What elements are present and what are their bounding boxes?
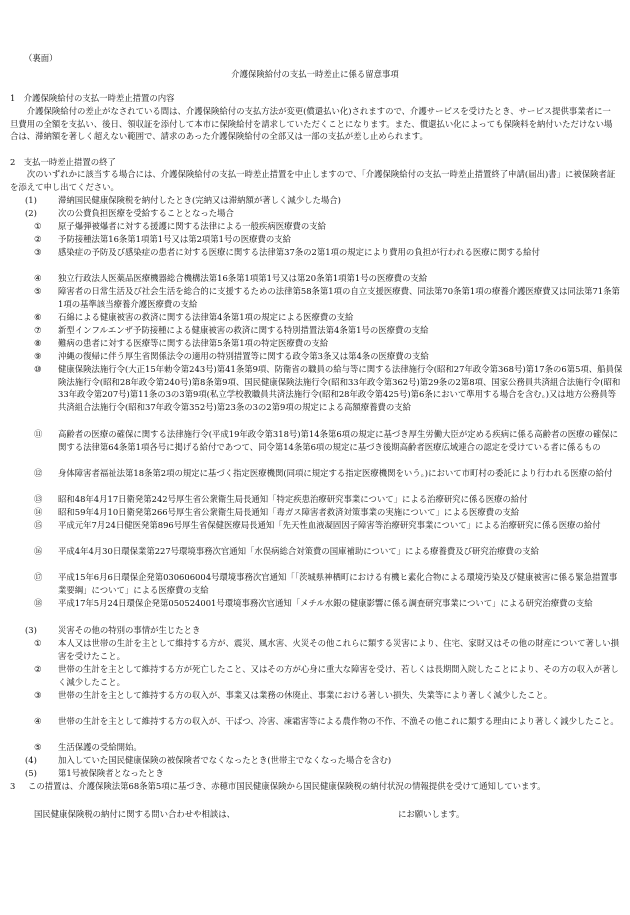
subsidy-text: 独立行政法人医薬品医療機器総合機構法第16条第1項第1号又は第20条第1項第1号の医療費の支給 bbox=[58, 273, 428, 283]
page-title: 介護保険給付の支払一時差止に係る留意事項 bbox=[231, 69, 399, 79]
subsidy-text: 障害者の日常生活及び社会生活を総合的に支援するための法律第58条第1項の自立支援医療費、同法第70条第1項の療養介護医療費又は同法第71条第1項の基準該当療養介護医療費の支給 bbox=[58, 286, 620, 309]
disaster-number: ① bbox=[34, 638, 42, 648]
subsidy-number: ⑯ bbox=[34, 546, 43, 556]
footer-inquiry-left: 国民健康保険税の納付に関する問い合わせや相談は、 bbox=[34, 809, 235, 819]
subsidy-number: ⑧ bbox=[34, 338, 42, 348]
subsidy-number: ⑨ bbox=[34, 351, 42, 361]
subsidy-number: ⑤ bbox=[34, 286, 42, 296]
header-tag: （裏面） bbox=[24, 53, 58, 63]
section-1-heading: 1 介護保険給付の支払一時差止措置の内容 bbox=[10, 93, 175, 103]
subsidy-text: 石綿による健康被害の救済に関する法律第4条第1項の規定による医療費の支給 bbox=[58, 312, 354, 322]
subsidy-text: 平成4年4月30日環保業第227号環境事務次官通知「水俣病総合対策費の国庫補助について」による療養費及び研究治療費の支給 bbox=[58, 546, 540, 556]
subsidy-text: 難病の患者に対する医療等に関する法律第5条第1項の特定医療費の支給 bbox=[58, 338, 329, 348]
item-2-number: (2) bbox=[25, 208, 37, 218]
subsidy-number: ③ bbox=[34, 247, 42, 257]
subsidy-text: 昭和59年4月10日衛発第266号厚生省公衆衛生局長通知「毒ガス障害者救済対策事業の実施について」による医療費の支給 bbox=[58, 507, 520, 517]
subsidy-number: ⑥ bbox=[34, 312, 42, 322]
subsidy-text: 予防接種法第16条第1項第1号又は第2項第1号の医療費の支給 bbox=[58, 234, 291, 244]
subsidy-text: 感染症の予防及び感染症の患者に対する医療に関する法律第37条の2第1項の規定により費用の負担が行われる医療に関する給付 bbox=[58, 247, 540, 257]
subsidy-number: ⑱ bbox=[34, 598, 43, 608]
subsidy-text: 平成17年5月24日環保企発第050524001号環境事務次官通知「メチル水銀の健康影響に係る調査研究事業について」による研究治療費の支給 bbox=[58, 598, 593, 608]
item-2-text: 次の公費負担医療を受給することとなった場合 bbox=[58, 208, 234, 218]
disaster-text: 生活保護の受給開始。 bbox=[58, 742, 142, 752]
footer-inquiry-right: にお願いします。 bbox=[398, 809, 465, 819]
subsidy-text: 平成15年6月6日環保企発第030606004号環境事務次官通知「「茨城県神栖町における有機ヒ素化合物による環境汚染及び健康被害に係る緊急措置事業要綱」について」による医療費の支給 bbox=[58, 572, 618, 595]
section-3-text: この措置は、介護保険法第68条第5項に基づき、赤穂市国民健康保険から国民健康保険税の納付状況の情報提供を受けて通知しています。 bbox=[28, 781, 546, 791]
subsidy-text: 新型インフルエンザ予防接種による健康被害の救済に関する特別措置法第4条第1号の医療費の支給 bbox=[58, 325, 429, 335]
item-5-number: (5) bbox=[25, 768, 37, 778]
subsidy-number: ⑫ bbox=[34, 468, 43, 478]
disaster-number: ④ bbox=[34, 716, 42, 726]
disaster-text: 本人又は世帯の生計を主として維持する方が、震災、風水害、火災その他これらに類する災害により、住宅、家財又はその他の財産について著しい損害を受けたこと。 bbox=[58, 638, 619, 661]
item-1-number: (1) bbox=[25, 195, 37, 205]
item-3-text: 災害その他の特別の事情が生じたとき bbox=[58, 625, 201, 635]
item-4-text: 加入していた国民健康保険の被保険者でなくなったとき(世帯主でなくなった場合を含む) bbox=[58, 755, 392, 765]
subsidy-number: ① bbox=[34, 221, 42, 231]
subsidy-text: 原子爆弾被爆者に対する援護に関する法律による一般疾病医療費の支給 bbox=[58, 221, 326, 231]
section-2-body: 次のいずれかに該当する場合には、介護保険給付の支払一時差止措置を中止しますので、「介護保険給付の支払一時差止措置終了申請(届出)書」に被保険者証を添えて申し出てください。 bbox=[10, 169, 616, 192]
subsidy-number: ⑩ bbox=[34, 364, 42, 374]
subsidy-number: ② bbox=[34, 234, 42, 244]
subsidy-number: ⑭ bbox=[34, 507, 43, 517]
subsidy-number: ⑪ bbox=[34, 429, 43, 439]
disaster-number: ② bbox=[34, 664, 42, 674]
item-3-number: (3) bbox=[25, 625, 37, 635]
disaster-text: 世帯の生計を主として維持する方が死亡したこと、又はその方が心身に重大な障害を受け、若しくは長期間入院したことにより、その方の収入が著しく減少したこと。 bbox=[58, 664, 619, 687]
item-1-text: 滞納国民健康保険税を納付したとき(完納又は滞納額が著しく減少した場合) bbox=[58, 195, 341, 205]
item-5-text: 第1号被保険者となったとき bbox=[58, 768, 164, 778]
subsidy-text: 健康保険法施行令(大正15年勅令第243号)第41条第9項、防衛省の職員の給与等に関する法律施行令(昭和27年政令第368号)第17条の6第5項、船員保険法施行令(昭和28年政令第240号)第8条第9項、国民健康保険法施行令(昭和33年政令第362号)第29条の2第8項、国家公務員共済組合法施行令(昭和33年政令第207号)第11条の3の3第9項(私立学校教職員共済法施行令(昭和28年政令第425号)第6条において準用する場合を含む。)又は地方公務員等共済組合法施行令(昭和37年政令第352号)第23条の3の2第9項の規定による高額療養費の支給 bbox=[58, 364, 623, 413]
section-1-body: 介護保険給付の差止がなされている間は、介護保険給付の支払方法が変更(償還払い化)されますので、介護サービスを受けたとき、サービス提供事業者に一旦費用の全額を支払い、後日、領収証を添付して本市に保険給付を請求していただくことになります。また、償還払い化によっても保険料を納付いただけない場合は、滞納額を著しく超えない範囲で、請求のあった介護保険給付の全部又は一部の支払が差し止められます。 bbox=[10, 106, 613, 142]
disaster-number: ③ bbox=[34, 690, 42, 700]
subsidy-text: 沖縄の復帰に伴う厚生省関係法令の適用の特別措置等に関する政令第3条又は第4条の医療費の支給 bbox=[58, 351, 429, 361]
subsidy-text: 平成元年7月24日健医発第896号厚生省保健医療局長通知「先天性血液凝固因子障害等治療研究事業について」による治療研究に係る医療の給付 bbox=[58, 520, 601, 530]
subsidy-number: ⑦ bbox=[34, 325, 42, 335]
subsidy-text: 高齢者の医療の確保に関する法律施行令(平成19年政令第318号)第14条第6項の規定に基づき厚生労働大臣が定める疾病に係る高齢者の医療の確保に関する法律第64条第1項各号に掲げる給付であつて、同令第14条第6項の規定に基づき後期高齢者医療広域連合の認定を受けている者に係るもの bbox=[58, 429, 619, 452]
subsidy-number: ⑬ bbox=[34, 494, 43, 504]
disaster-text: 世帯の生計を主として維持する方の収入が、事業又は業務の休廃止、事業における著しい損失、失業等により著しく減少したこと。 bbox=[58, 690, 553, 700]
subsidy-text: 昭和48年4月17日衛発第242号厚生省公衆衛生局長通知「特定疾患治療研究事業について」による治療研究に係る医療の給付 bbox=[58, 494, 528, 504]
disaster-number: ⑤ bbox=[34, 742, 42, 752]
section-2-heading: 2 支払一時差止措置の終了 bbox=[10, 157, 116, 167]
subsidy-text: 身体障害者福祉法第18条第2項の規定に基づく指定医療機関(同項に規定する指定医療機関をいう。)において市町村の委託により行われる医療の給付 bbox=[58, 468, 613, 478]
subsidy-number: ⑮ bbox=[34, 520, 43, 530]
subsidy-number: ⑰ bbox=[34, 572, 43, 582]
subsidy-number: ④ bbox=[34, 273, 42, 283]
item-4-number: (4) bbox=[25, 755, 37, 765]
section-3-number: 3 bbox=[10, 781, 16, 791]
disaster-text: 世帯の生計を主として維持する方の収入が、干ばつ、冷害、凍霜害等による農作物の不作、不漁その他これに類する理由により著しく減少したこと。 bbox=[58, 716, 619, 726]
